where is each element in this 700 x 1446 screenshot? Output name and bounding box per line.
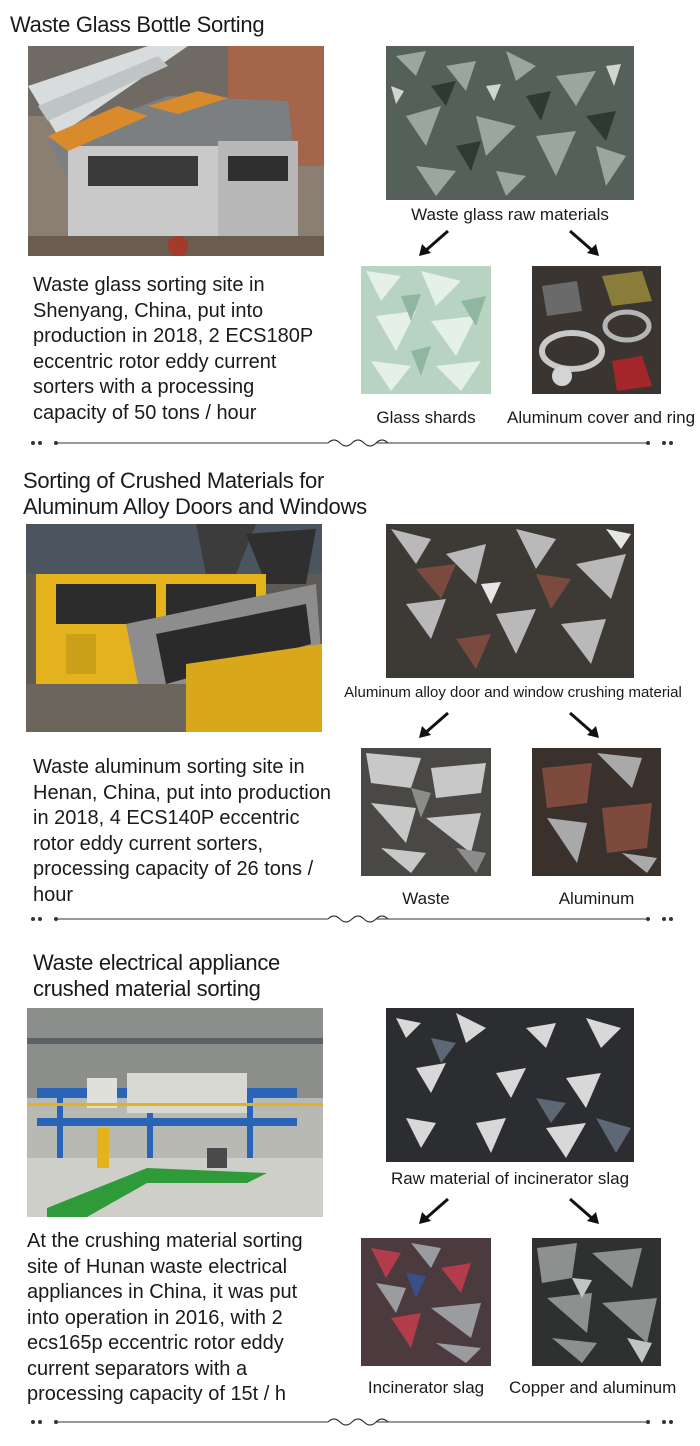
ornamental-divider [30,1416,674,1428]
waste-glass-raw-photo [386,46,634,200]
arrow-down-left-icon [416,710,452,740]
description-aluminum: Waste aluminum sorting site in Henan, China, put into production in 2018, 4 ECS140P eccentric rotor eddy current sorters, processing capacity of 26 tons / hour [33,756,331,906]
section-title-appliance-line1: Waste electrical appliance [33,950,280,975]
caption-aluminum: Aluminum [558,889,635,908]
ornamental-divider [30,913,674,925]
aluminum-photo [532,748,661,876]
raw-caption-glass: Waste glass raw materials [411,205,609,224]
caption-waste: Waste [402,889,450,908]
caption-aluminum-cover-ring: Aluminum cover and ring [507,408,696,427]
incinerator-slag-photo [361,1238,491,1366]
aluminum-cover-ring-photo [532,266,661,394]
glass-shards-photo [361,266,491,394]
caption-copper-aluminum: Copper and aluminum [509,1378,677,1397]
section-title-glass: Waste Glass Bottle Sorting [10,12,265,37]
glass-sorting-site-photo [28,46,324,256]
arrow-down-left-icon [416,228,452,258]
description-appliance: At the crushing material sorting site of Hunan waste electrical appliances in China, it was put into operation in 2016, with 2 ecs165p eccentric rotor eddy current separators with a processing capacity of 15t / h [27,1230,303,1405]
section-title-aluminum-line2: Aluminum Alloy Doors and Windows [23,494,367,519]
section-title-appliance-line2: crushed material sorting [33,976,261,1001]
appliance-sorting-site-photo [27,1008,323,1217]
aluminum-sorting-site-photo [26,524,322,732]
description-glass: Waste glass sorting site in Shenyang, China, put into production in 2018, 2 ECS180P eccentric rotor eddy current sorters with a processing capacity of 50 tons / hour [33,274,313,424]
arrow-down-right-icon [566,710,602,740]
arrow-down-right-icon [566,1196,602,1226]
caption-incinerator-slag: Incinerator slag [367,1378,485,1397]
caption-glass-shards: Glass shards [376,408,476,427]
waste-photo [361,748,491,876]
section-title-aluminum-line1: Sorting of Crushed Materials for [23,468,324,493]
arrow-down-right-icon [566,228,602,258]
incinerator-slag-raw-photo [386,1008,634,1162]
raw-caption-aluminum: Aluminum alloy door and window crushing material [344,684,682,701]
ornamental-divider [30,437,674,449]
aluminum-raw-photo [386,524,634,678]
copper-aluminum-photo [532,1238,661,1366]
raw-caption-slag: Raw material of incinerator slag [390,1169,630,1188]
arrow-down-left-icon [416,1196,452,1226]
